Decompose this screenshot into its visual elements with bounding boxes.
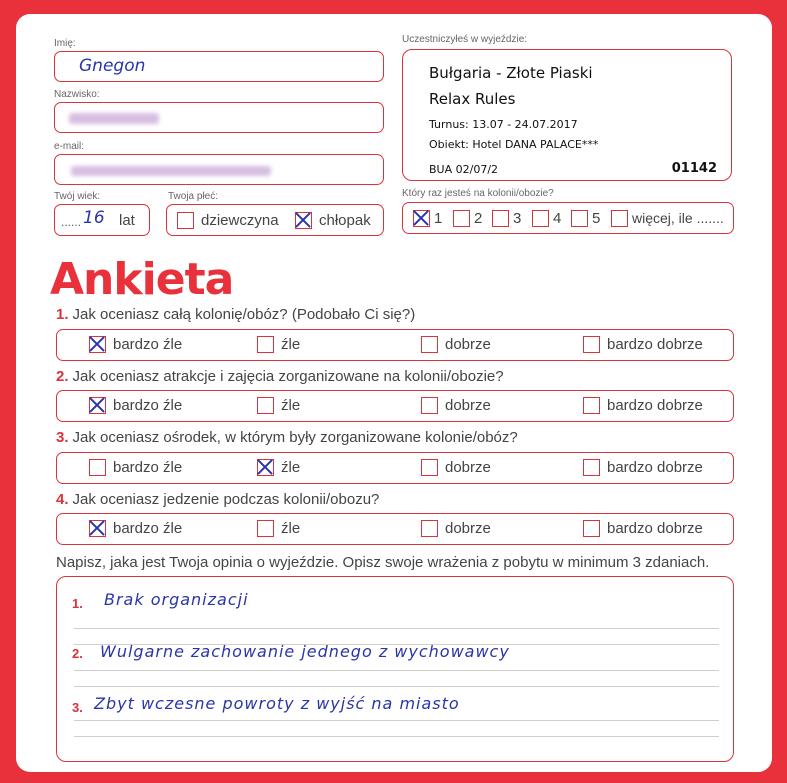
plec-field	[166, 204, 384, 236]
trip-program: Relax Rules	[429, 90, 516, 108]
redacted-email	[71, 166, 271, 176]
question-1	[56, 306, 415, 323]
opinion-number-2: 2.	[72, 646, 83, 661]
option-label: dobrze	[445, 397, 491, 414]
opinion-number-1: 1.	[72, 596, 83, 611]
question-text: Jak oceniasz atrakcje i zajęcia zorganizowane na kolonii/obozie?	[72, 368, 504, 385]
survey-sheet	[16, 14, 772, 772]
checkbox-times-5[interactable]	[571, 210, 588, 227]
opinion-answer-2: Wulgarne zachowanie jednego z wychowawcy	[100, 642, 510, 661]
trip-number: 01142	[671, 161, 717, 176]
survey-title: Ankieta	[50, 254, 234, 305]
option-label: dobrze	[445, 520, 491, 537]
checkbox-q1-option-2[interactable]	[257, 336, 274, 353]
times-option-4: 4	[553, 210, 562, 227]
answer-row-4	[56, 513, 734, 545]
option-label: bardzo dobrze	[607, 520, 703, 537]
checkbox-times-1[interactable]	[413, 210, 430, 227]
opinion-answer-3: Zbyt wczesne powroty z wyjść na miasto	[94, 694, 460, 713]
plec-label: Twoja płeć:	[168, 191, 219, 202]
checkbox-times-4[interactable]	[532, 210, 549, 227]
checkbox-q4-option-3[interactable]	[421, 520, 438, 537]
opinion-answer-1: Brak organizacji	[104, 590, 249, 609]
times-option-3: 3	[513, 210, 522, 227]
opinion-line	[74, 628, 719, 629]
checkbox-q4-option-2[interactable]	[257, 520, 274, 537]
option-label: bardzo źle	[113, 520, 183, 537]
times-label: Który raz jesteś na kolonii/obozie?	[402, 188, 554, 199]
checkbox-q4-option-4[interactable]	[583, 520, 600, 537]
imie-field[interactable]	[54, 51, 384, 82]
checkbox-dziewczyna[interactable]	[177, 212, 194, 229]
checkbox-chlopak[interactable]	[295, 212, 312, 229]
option-label: źle	[281, 520, 301, 537]
wiek-dots: ......	[61, 215, 82, 229]
wiek-unit: lat	[119, 212, 135, 229]
nazwisko-field[interactable]	[54, 102, 384, 133]
question-text: Jak oceniasz ośrodek, w którym były zorganizowane kolonie/obóz?	[72, 429, 518, 446]
option-label: dobrze	[445, 459, 491, 476]
times-option-1: 1	[434, 210, 443, 227]
option-chlopak: chłopak	[319, 212, 371, 229]
option-label: źle	[281, 459, 301, 476]
redacted-surname	[69, 113, 159, 124]
trip-label: Uczestniczyłeś w wyjeździe:	[402, 34, 528, 45]
wiek-value: 16	[83, 208, 105, 228]
option-label: bardzo źle	[113, 336, 183, 353]
imie-label: Imię:	[54, 38, 76, 49]
option-label: źle	[281, 397, 301, 414]
option-label: bardzo dobrze	[607, 397, 703, 414]
question-number: 1.	[56, 306, 69, 323]
option-label: bardzo dobrze	[607, 336, 703, 353]
times-option-2: 2	[474, 210, 483, 227]
checkbox-q2-option-2[interactable]	[257, 397, 274, 414]
option-label: dobrze	[445, 336, 491, 353]
checkbox-q2-option-4[interactable]	[583, 397, 600, 414]
answer-row-2	[56, 390, 734, 422]
answer-row-1	[56, 329, 734, 361]
opinion-line	[74, 686, 719, 687]
wiek-field[interactable]	[54, 204, 150, 236]
checkbox-q3-option-2[interactable]	[257, 459, 274, 476]
checkbox-times-2[interactable]	[453, 210, 470, 227]
question-number: 4.	[56, 491, 69, 508]
opinion-line	[74, 720, 719, 721]
trip-code: BUA 02/07/2	[429, 163, 499, 176]
checkbox-q4-option-1[interactable]	[89, 520, 106, 537]
question-number: 3.	[56, 429, 69, 446]
opinion-number-3: 3.	[72, 700, 83, 715]
opinion-line	[74, 736, 719, 737]
times-option-more: więcej, ile .......	[632, 210, 724, 226]
question-3	[56, 429, 518, 446]
question-4	[56, 491, 379, 508]
checkbox-q1-option-1[interactable]	[89, 336, 106, 353]
checkbox-q2-option-3[interactable]	[421, 397, 438, 414]
checkbox-q1-option-4[interactable]	[583, 336, 600, 353]
times-field	[402, 202, 734, 234]
nazwisko-label: Nazwisko:	[54, 89, 100, 100]
option-label: bardzo dobrze	[607, 459, 703, 476]
option-label: bardzo źle	[113, 459, 183, 476]
email-field[interactable]	[54, 154, 384, 185]
checkbox-q3-option-3[interactable]	[421, 459, 438, 476]
question-number: 2.	[56, 368, 69, 385]
option-label: bardzo źle	[113, 397, 183, 414]
times-option-5: 5	[592, 210, 601, 227]
checkbox-q3-option-4[interactable]	[583, 459, 600, 476]
trip-obiekt: Obiekt: Hotel DANA PALACE***	[429, 138, 599, 151]
checkbox-times-3[interactable]	[492, 210, 509, 227]
trip-destination: Bułgaria - Złote Piaski	[429, 64, 593, 82]
question-text: Jak oceniasz jedzenie podczas kolonii/obozu?	[72, 491, 380, 508]
option-label: źle	[281, 336, 301, 353]
trip-card	[402, 49, 732, 181]
checkbox-q2-option-1[interactable]	[89, 397, 106, 414]
wiek-label: Twój wiek:	[54, 191, 101, 202]
checkbox-times-more[interactable]	[611, 210, 628, 227]
checkbox-q3-option-1[interactable]	[89, 459, 106, 476]
trip-turnus: Turnus: 13.07 - 24.07.2017	[429, 118, 578, 131]
checkbox-q1-option-3[interactable]	[421, 336, 438, 353]
opinion-prompt: Napisz, jaka jest Twoja opinia o wyjeździe. Opisz swoje wrażenia z pobytu w minimum 3 zdaniach.	[56, 554, 710, 571]
option-dziewczyna: dziewczyna	[201, 212, 279, 229]
email-label: e-mail:	[54, 141, 85, 152]
imie-value: Gnegon	[79, 56, 146, 76]
question-2	[56, 368, 504, 385]
opinion-line	[74, 670, 719, 671]
question-text: Jak oceniasz całą kolonię/obóz? (Podobało Ci się?)	[72, 306, 416, 323]
answer-row-3	[56, 452, 734, 484]
